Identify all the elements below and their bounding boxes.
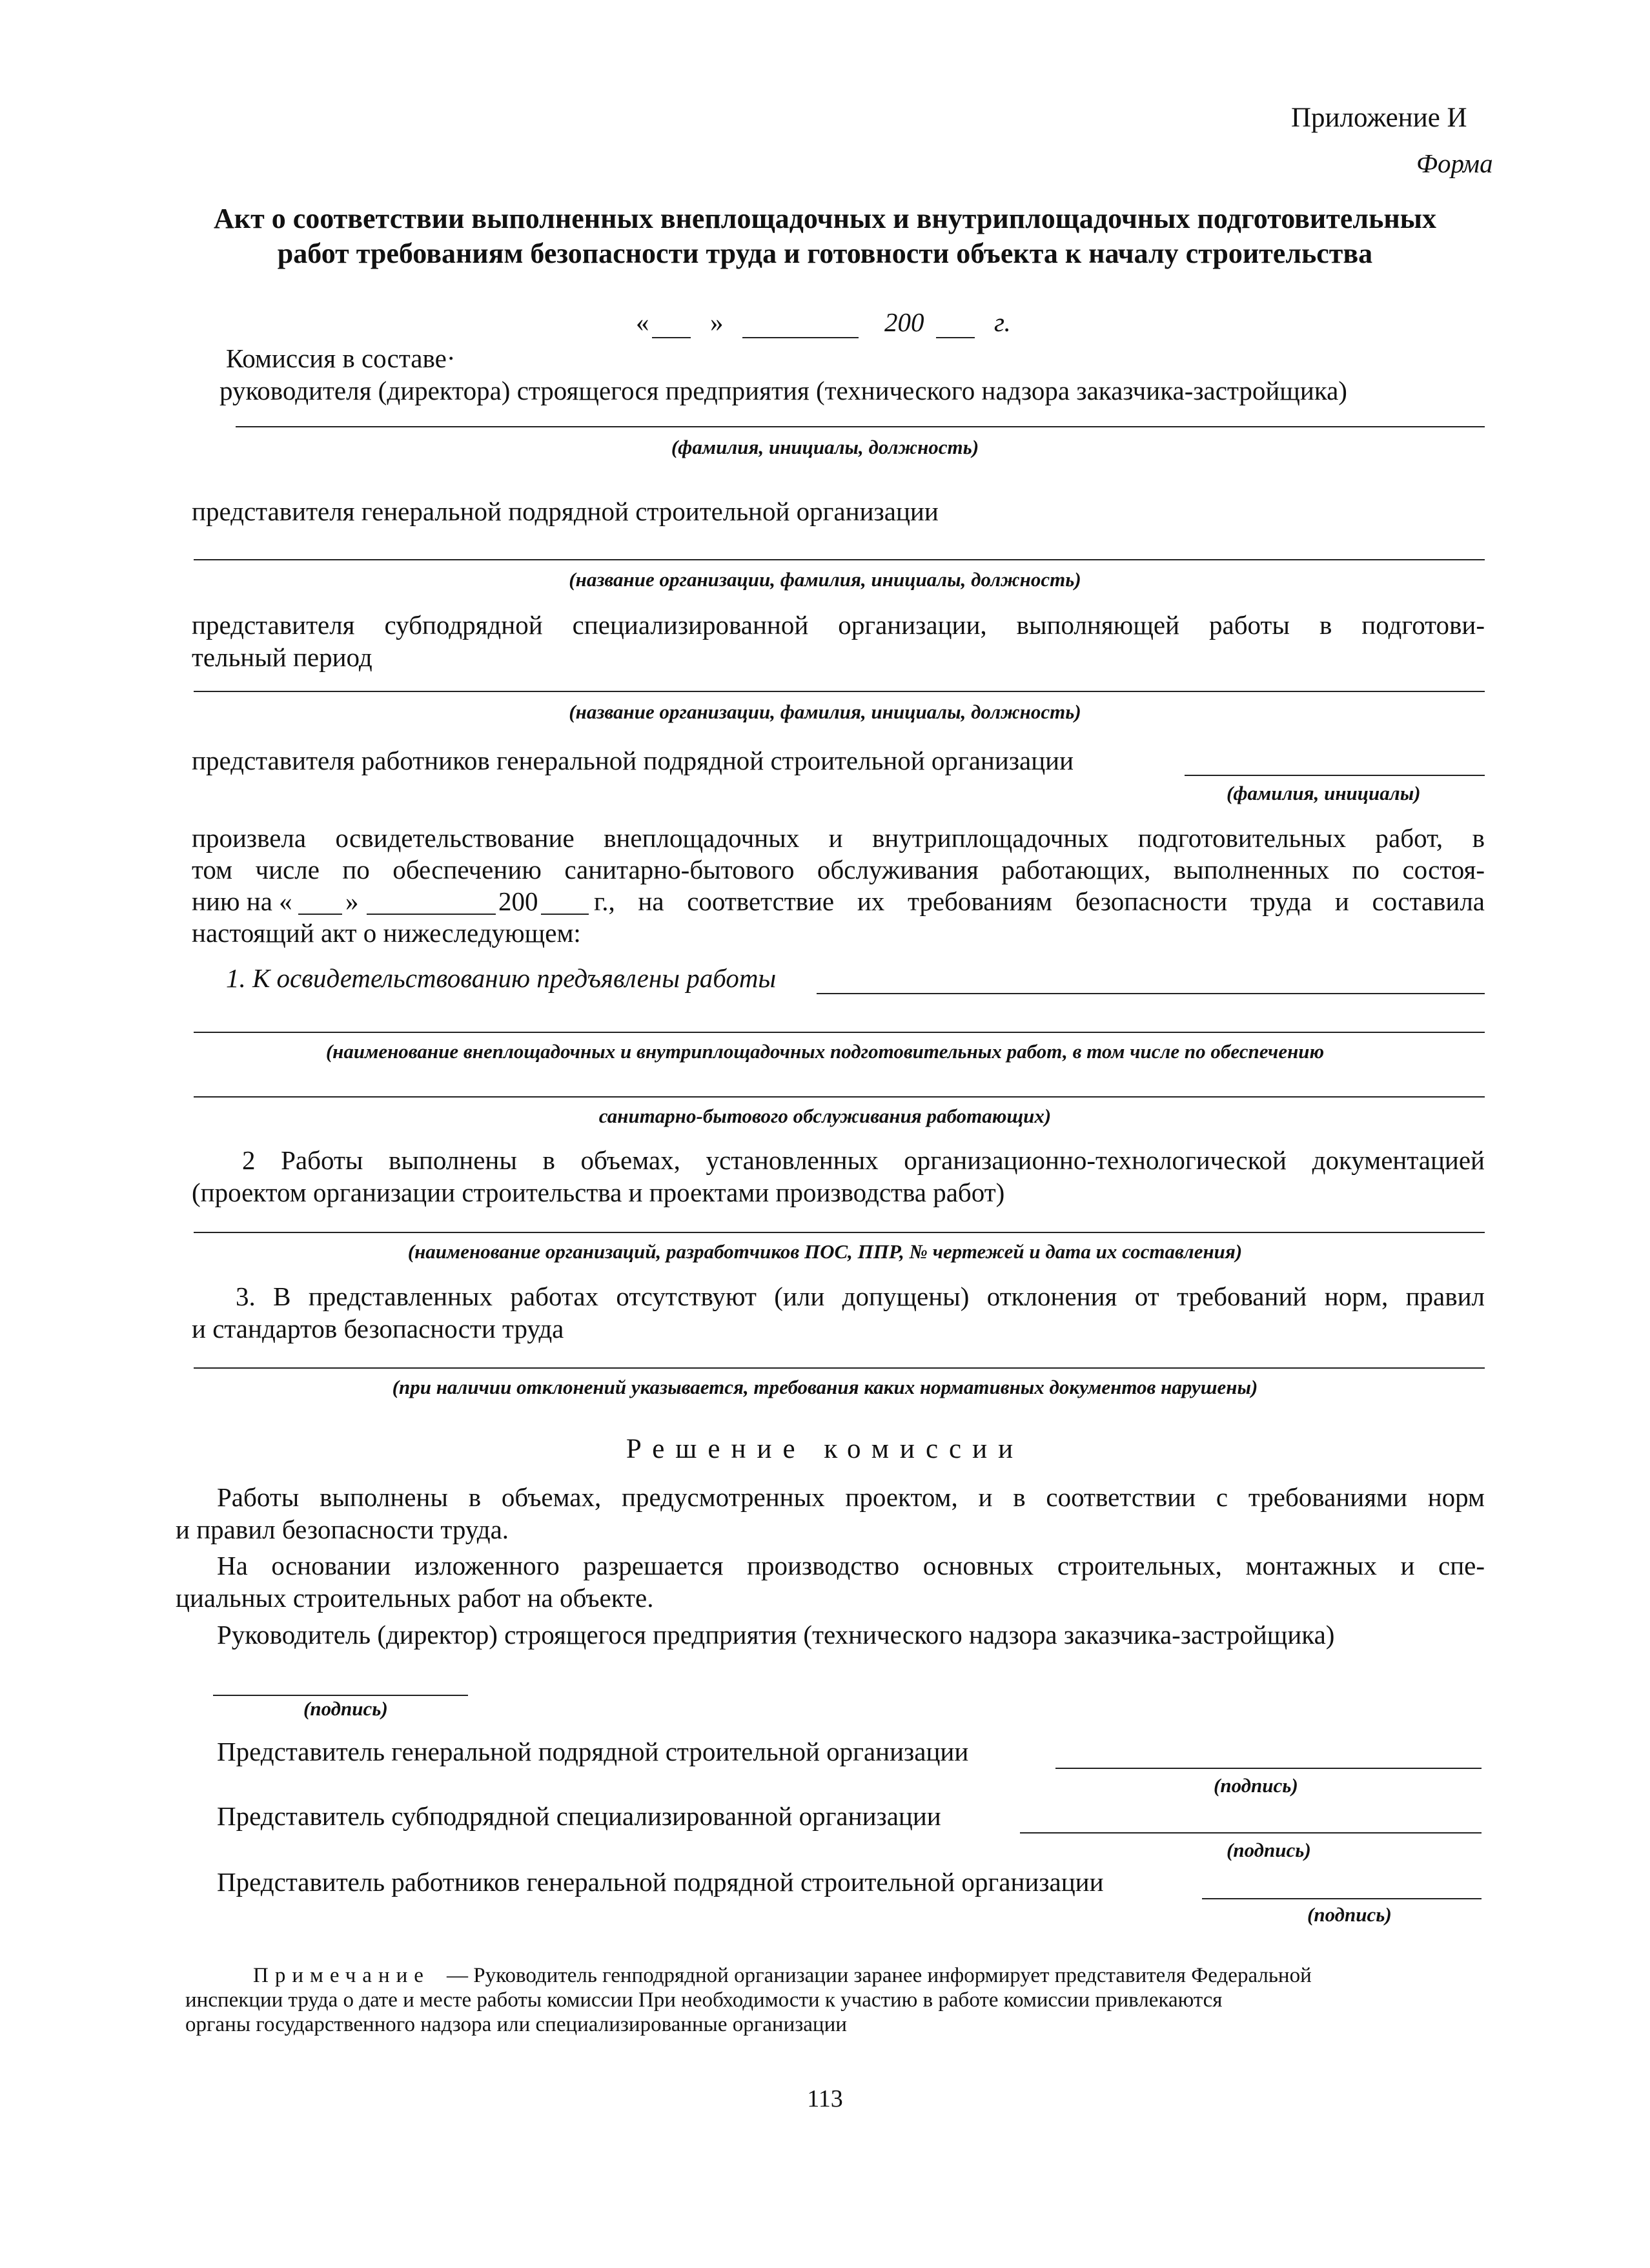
- date-year-blank[interactable]: [936, 337, 975, 338]
- general-contractor-signature-field[interactable]: [1055, 1768, 1482, 1769]
- date-year-suffix: г.: [994, 307, 1011, 337]
- decision-para-1-line-1: Работы выполнены в объемах, предусмотренных проектом, и в соответствии с требованиями норм: [217, 1482, 1485, 1512]
- workers-rep-hint: (фамилия, инициалы): [1227, 782, 1421, 804]
- workers-rep-signature-field[interactable]: [1202, 1898, 1482, 1899]
- item-3-field[interactable]: [194, 1367, 1485, 1369]
- inspection-month-blank[interactable]: [367, 914, 496, 915]
- item-1-field-line-3[interactable]: [194, 1096, 1485, 1098]
- decision-workers-rep: Представитель работников генеральной подрядной строительной организации: [217, 1867, 1104, 1897]
- date-open-quote: «: [636, 307, 649, 337]
- item-3-hint: (при наличии отклонений указывается, требования каких нормативных документов нарушены): [392, 1376, 1258, 1398]
- note-line-2: инспекции труда о дате и месте работы комиссии При необходимости к участию в работе комиссии привлекаются: [185, 1988, 1223, 2012]
- subcontractor-hint: (название организации, фамилия, инициалы, должность): [569, 700, 1081, 723]
- decision-para-2-line-2: циальных строительных работ на объекте.: [176, 1583, 654, 1613]
- decision-para-2-line-1: На основании изложенного разрешается производство основных строительных, монтажных и спе-: [217, 1551, 1485, 1580]
- date-year-prefix: 200: [884, 307, 924, 337]
- note-line-3: органы государственного надзора или специализированные организации: [185, 2013, 847, 2036]
- item-3-line-2: и стандартов безопасности труда: [192, 1314, 564, 1343]
- item-2-line-2: (проектом организации строительства и проектами производства работ): [192, 1178, 1005, 1207]
- item-3-line-1: 3. В представленных работах отсутствуют (или допущены) отклонения от требований норм, правил: [236, 1282, 1485, 1311]
- director-name-hint: (фамилия, инициалы, должность): [671, 436, 979, 458]
- inspection-year-prefix: 200: [498, 886, 538, 916]
- decision-general-contractor: Представитель генеральной подрядной строительной организации: [217, 1737, 969, 1766]
- item-1-field[interactable]: [817, 993, 1485, 994]
- inspection-line-1: произвела освидетельствование внеплощадочных и внутриплощадочных подготовительных работ, в: [192, 823, 1485, 853]
- workers-rep-signature-hint: (подпись): [1307, 1903, 1392, 1926]
- workers-rep-field[interactable]: [1185, 775, 1485, 776]
- decision-subcontractor: Представитель субподрядной специализированной организации: [217, 1801, 941, 1831]
- inspection-day-blank[interactable]: [298, 914, 342, 915]
- director-signature-field[interactable]: [213, 1695, 468, 1696]
- document-title-line-1: Акт о соответствии выполненных внеплощадочных и внутриплощадочных подготовительных: [213, 203, 1437, 234]
- item-2-line-1: 2 Работы выполнены в объемах, установленных организационно-технологической документацией: [242, 1145, 1485, 1175]
- subcontractor-field[interactable]: [194, 691, 1485, 692]
- general-contractor-hint: (название организации, фамилия, инициалы, должность): [569, 568, 1081, 591]
- commission-subcontractor-line-2: тельный период: [192, 642, 372, 672]
- inspection-year-blank[interactable]: [541, 914, 589, 915]
- inspection-close-quote: »: [345, 886, 359, 916]
- item-2-field[interactable]: [194, 1232, 1485, 1233]
- page-number: 113: [807, 2085, 843, 2112]
- inspection-line-4: настоящий акт о нижеследующем:: [192, 918, 581, 948]
- item-1-field-line-2[interactable]: [194, 1032, 1485, 1033]
- commission-director: руководителя (директора) строящегося предприятия (технического надзора заказчика-застройщика): [219, 376, 1347, 405]
- decision-director: Руководитель (директор) строящегося предприятия (технического надзора заказчика-застройщика): [217, 1620, 1335, 1650]
- date-month-blank[interactable]: [742, 337, 859, 338]
- item-1-hint-1: (наименование внеплощадочных и внутриплощадочных подготовительных работ, в том числе по обеспечению: [325, 1040, 1325, 1063]
- general-contractor-signature-hint: (подпись): [1214, 1774, 1298, 1797]
- general-contractor-field[interactable]: [194, 559, 1485, 560]
- decision-heading: Решение комиссии: [626, 1434, 1024, 1464]
- inspection-line-2: том числе по обеспечению санитарно-бытового обслуживания работающих, выполненных по состоя-: [192, 855, 1485, 884]
- subcontractor-signature-field[interactable]: [1020, 1832, 1482, 1834]
- commission-workers-rep: представителя работников генеральной подрядной строительной организации: [192, 746, 1074, 775]
- inspection-line-3-end: г., на соответствие их требованиям безопасности труда и составила: [594, 886, 1485, 916]
- document-title-line-2: работ требованиям безопасности труда и готовности объекта к началу строительства: [277, 238, 1373, 269]
- note-line-1: — Руководитель генподрядной организации заранее информирует представителя Федеральной: [447, 1964, 1312, 1987]
- date-close-quote: »: [710, 307, 724, 337]
- item-1-hint-2: санитарно-бытового обслуживания работающих): [598, 1105, 1052, 1127]
- form-label: Форма: [1416, 148, 1493, 178]
- inspection-line-3-start: нию на «: [192, 886, 292, 916]
- item-1-label: 1. К освидетельствованию предъявлены работы: [226, 963, 777, 993]
- director-signature-hint: (подпись): [303, 1697, 388, 1720]
- appendix-label: Приложение И: [1291, 103, 1467, 133]
- subcontractor-signature-hint: (подпись): [1227, 1839, 1311, 1861]
- date-day-blank[interactable]: [652, 337, 691, 338]
- commission-subcontractor-line-1: представителя субподрядной специализированной организации, выполняющей работы в подготови-: [192, 610, 1485, 640]
- decision-para-1-line-2: и правил безопасности труда.: [176, 1515, 509, 1544]
- item-2-hint: (наименование организаций, разработчиков ПОС, ППР, № чертежей и дата их составления): [407, 1240, 1243, 1263]
- director-name-field[interactable]: [236, 426, 1485, 427]
- note-label: Примечание: [253, 1964, 430, 1987]
- commission-intro: Комиссия в составе·: [226, 343, 456, 373]
- commission-general-contractor: представителя генеральной подрядной строительной организации: [192, 496, 939, 526]
